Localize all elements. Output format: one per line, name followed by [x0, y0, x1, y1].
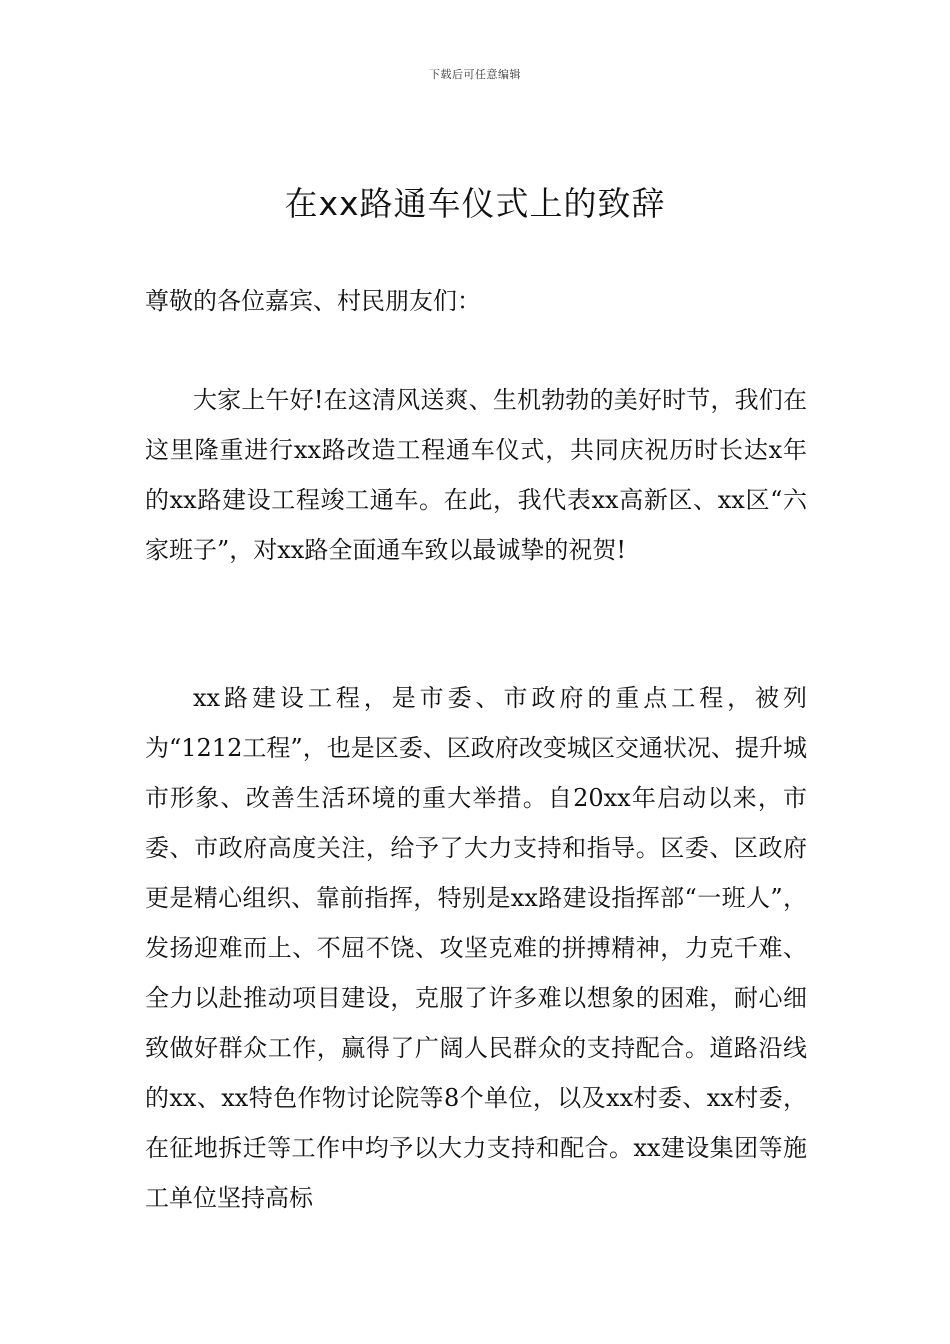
body-paragraph-1: 大家上午好!在这清风送爽、生机勃勃的美好时节，我们在这里隆重进行xx路改造工程通车仪式，共同庆祝历时长达x年的xx路建设工程竣工通车。在此，我代表xx高新区、xx区“六家班子”，对xx路全面通车致以最诚挚的祝贺!: [145, 386, 807, 564]
document-title: 在xx路通车仪式上的致辞: [284, 184, 666, 223]
header-note: 下载后可任意编辑: [429, 68, 521, 81]
body-paragraph-2: xx路建设工程，是市委、市政府的重点工程，被列为“1212工程”，也是区委、区政府改变城区交通状况、提升城市形象、改善生活环境的重大举措。自20xx年启动以来，市委、市政府高度关注，给予了大力支持和指导。区委、区政府更是精心组织、靠前指挥，特别是xx路建设指挥部“一班人”，发扬迎难而上、不屈不饶、攻坚克难的拼搏精神，力克千难、全力以赴推动项目建设，克服了许多难以想象的困难，耐心细致做好群众工作，赢得了广阔人民群众的支持配合。道路沿线的xx、xx特色作物讨论院等8个单位，以及xx村委、xx村委，在征地拆迁等工作中均予以大力支持和配合。xx建设集团等施工单位坚持高标: [145, 684, 807, 1212]
salutation: 尊敬的各位嘉宾、村民朋友们：: [145, 287, 481, 315]
